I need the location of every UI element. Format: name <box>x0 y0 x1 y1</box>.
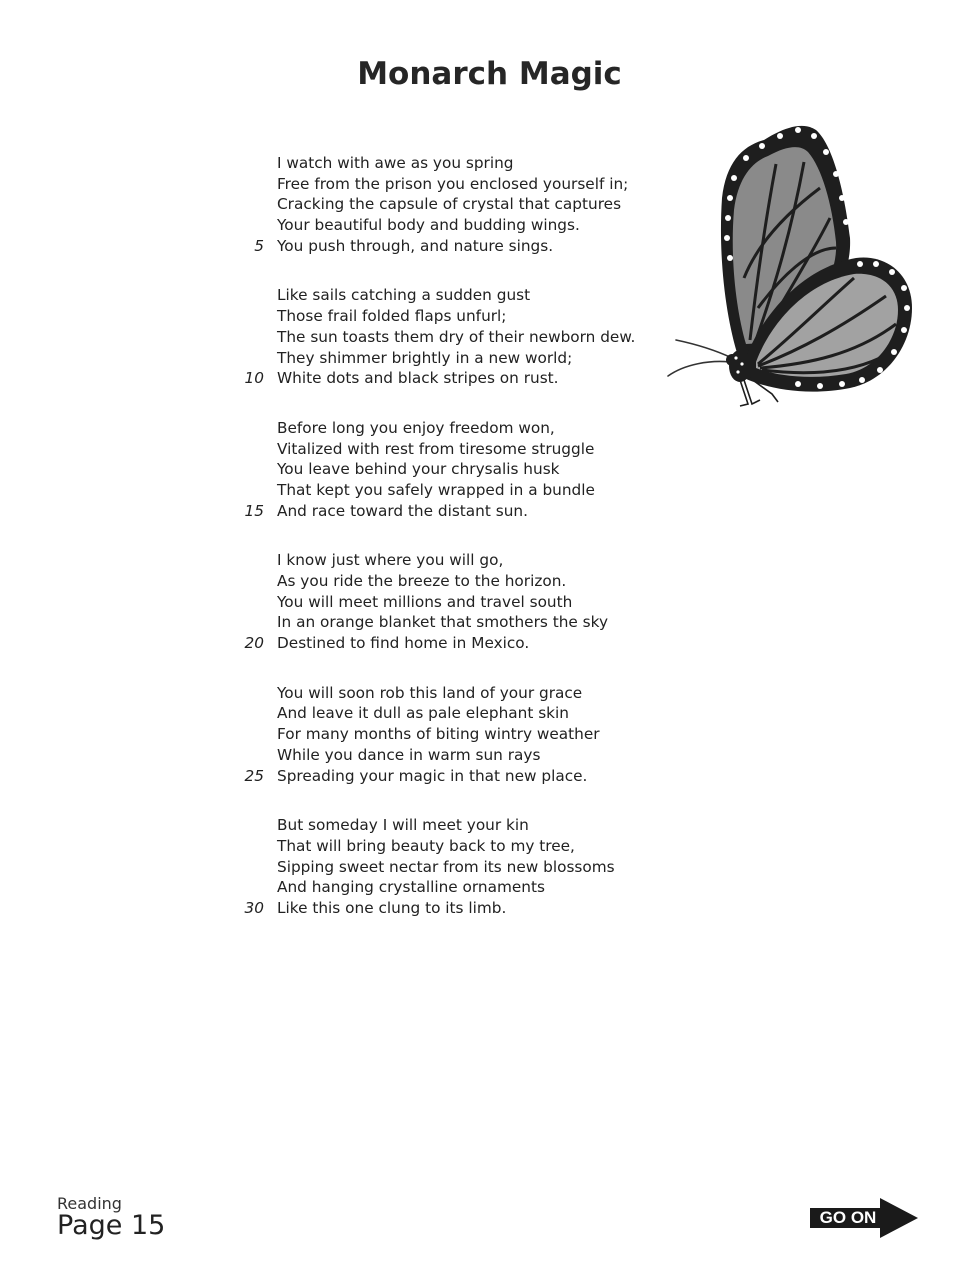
poem-line <box>0 877 700 898</box>
stanza <box>0 285 700 388</box>
line-text: Cracking the capsule of crystal that captures <box>277 195 622 214</box>
line-text: You leave behind your chrysalis husk <box>277 460 560 479</box>
poem-line <box>0 633 700 654</box>
poem-line <box>0 418 700 439</box>
poem-line <box>0 571 700 592</box>
line-text: They shimmer brightly in a new world; <box>277 348 573 367</box>
line-text: That will bring beauty back to my tree, <box>277 836 575 855</box>
line-text: I know just where you will go, <box>277 551 504 570</box>
poem-line <box>0 703 700 724</box>
line-text: Spreading your magic in that new place. <box>277 766 588 785</box>
line-text: And leave it dull as pale elephant skin <box>277 704 569 723</box>
stanza <box>0 550 700 653</box>
poem-line <box>0 459 700 480</box>
stanza <box>0 815 700 918</box>
poem-line <box>0 683 700 704</box>
line-text: Vitalized with rest from tiresome struggle <box>277 439 595 458</box>
poem-line <box>0 745 700 766</box>
go-on-label: GO ON <box>819 1208 877 1227</box>
poem-line <box>0 857 700 878</box>
poem-line <box>0 285 700 306</box>
line-text: Like this one clung to its limb. <box>277 898 507 917</box>
poem-line <box>0 306 700 327</box>
line-text: And race toward the distant sun. <box>277 501 528 520</box>
line-text: Destined to find home in Mexico. <box>277 634 530 653</box>
poem-line <box>0 592 700 613</box>
poem-line <box>0 501 700 522</box>
footer-page-number: Page 15 <box>57 1210 166 1241</box>
poem-line <box>0 480 700 501</box>
line-text: You push through, and nature sings. <box>277 236 554 255</box>
line-number: 10 <box>244 369 264 388</box>
line-number: 25 <box>244 766 264 785</box>
line-text: You will soon rob this land of your grace <box>277 683 583 702</box>
poem-line <box>0 550 700 571</box>
poem-line <box>0 368 700 389</box>
line-text: Before long you enjoy freedom won, <box>277 418 555 437</box>
line-text: As you ride the breeze to the horizon. <box>277 572 567 590</box>
line-number: 5 <box>254 236 264 255</box>
line-text: White dots and black stripes on rust. <box>277 369 559 388</box>
line-text: But someday I will meet your kin <box>277 816 529 835</box>
line-text: Those frail folded flaps unfurl; <box>277 307 507 326</box>
poem-line <box>0 236 700 257</box>
line-text: Like sails catching a sudden gust <box>277 286 531 305</box>
line-text: For many months of biting wintry weather <box>277 725 600 744</box>
poem-line <box>0 724 700 745</box>
stanza <box>0 153 700 256</box>
line-text: Sipping sweet nectar from its new blossoms <box>277 857 615 876</box>
line-text: While you dance in warm sun rays <box>277 745 541 764</box>
line-text: And hanging crystalline ornaments <box>277 878 545 897</box>
line-number: 15 <box>244 501 264 520</box>
poem-line <box>0 898 700 919</box>
line-text: Free from the prison you enclosed yourself in; <box>277 174 629 193</box>
line-text: In an orange blanket that smothers the sky <box>277 613 608 632</box>
poem-line <box>0 766 700 787</box>
poem-line <box>0 215 700 236</box>
stanza <box>0 683 700 786</box>
page-title: Monarch Magic <box>357 56 622 92</box>
stanza <box>0 418 700 521</box>
poem-line <box>0 194 700 215</box>
poem <box>0 153 700 948</box>
butterfly-antennae <box>668 340 732 376</box>
line-text: I watch with awe as you spring <box>277 154 514 172</box>
poem-line <box>0 174 700 195</box>
poem-line <box>0 612 700 633</box>
poem-line <box>0 348 700 369</box>
line-number: 20 <box>244 634 264 653</box>
poem-line <box>0 815 700 836</box>
line-number: 30 <box>244 898 264 917</box>
footer-subject: Reading <box>57 1194 122 1213</box>
line-text: That kept you safely wrapped in a bundle <box>277 480 595 499</box>
line-text: Your beautiful body and budding wings. <box>277 216 580 235</box>
poem-line <box>0 153 700 174</box>
monarch-butterfly-image <box>660 118 920 410</box>
line-text: You will meet millions and travel south <box>277 592 573 611</box>
butterfly-head <box>726 354 738 366</box>
line-text: The sun toasts them dry of their newborn dew. <box>277 327 636 346</box>
poem-line <box>0 327 700 348</box>
poem-line <box>0 836 700 857</box>
poem-line <box>0 439 700 460</box>
